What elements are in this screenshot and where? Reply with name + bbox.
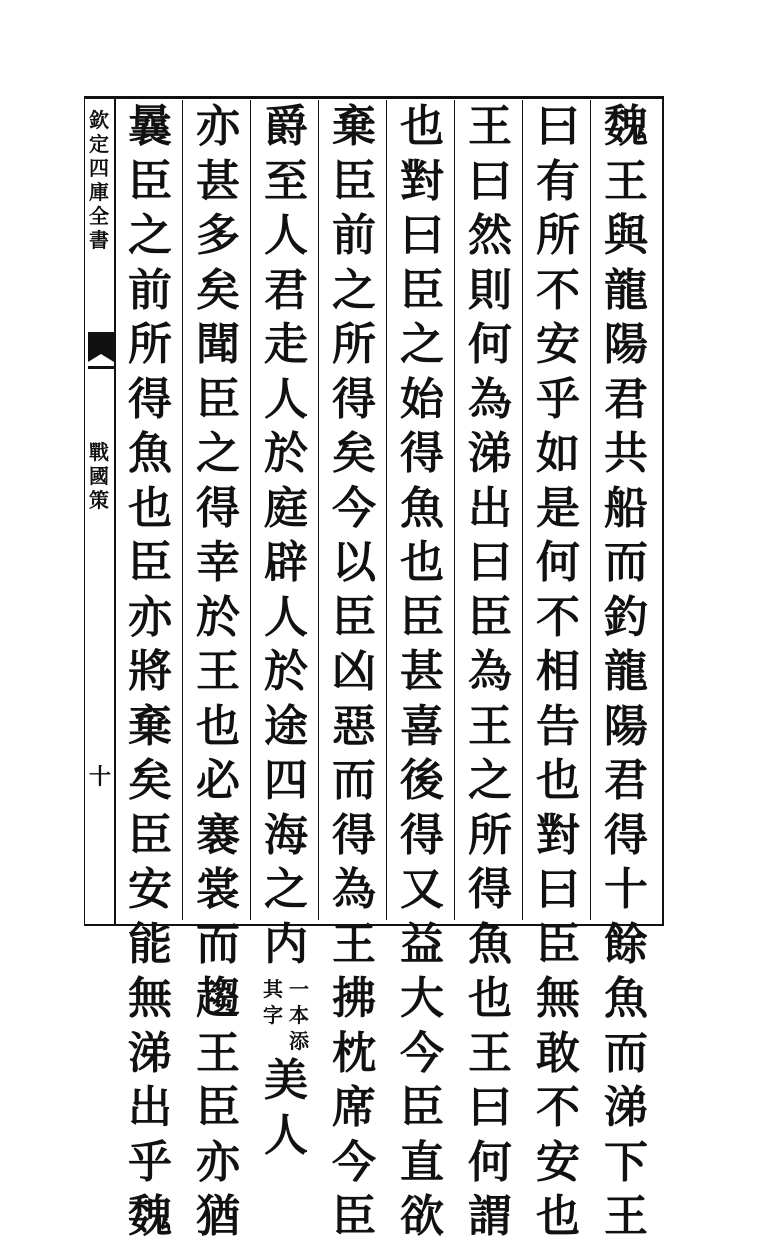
text-char: 至 (264, 155, 308, 207)
text-column-8 (122, 100, 178, 1242)
text-char: 得 (400, 428, 444, 479)
text-char: 涕 (128, 1027, 172, 1079)
text-char: 庭 (264, 482, 308, 534)
text-char: 敢 (536, 1027, 580, 1079)
text-char: 人 (264, 373, 308, 425)
text-char: 趨 (196, 973, 240, 1024)
text-char: 亦 (128, 591, 172, 643)
text-char: 人 (264, 591, 308, 643)
text-char: 始 (400, 373, 444, 425)
text-char: 君 (604, 373, 648, 425)
text-char: 將 (128, 646, 172, 697)
right-border (662, 96, 664, 926)
text-char: 臣 (128, 809, 172, 861)
margin-char: 定 (89, 132, 109, 156)
text-char: 得 (332, 809, 376, 861)
text-char: 曰 (536, 101, 580, 152)
text-char: 臣 (196, 1082, 240, 1133)
text-char: 也 (400, 101, 444, 152)
top-border (84, 96, 664, 99)
text-char: 甚 (400, 646, 444, 697)
text-char: 船 (604, 482, 648, 534)
text-char: 無 (536, 973, 580, 1024)
text-char: 告 (536, 700, 580, 752)
text-char: 爵 (264, 101, 308, 152)
text-char: 然 (468, 210, 512, 261)
text-char: 幸 (196, 537, 240, 588)
note-char: 字 (263, 1003, 283, 1027)
text-char: 又 (400, 864, 444, 915)
text-column-6 (258, 100, 314, 1161)
text-char: 出 (128, 1082, 172, 1133)
text-char: 釣 (604, 591, 648, 643)
text-char: 對 (536, 809, 580, 861)
text-char: 魏 (128, 1191, 172, 1242)
text-char: 於 (264, 646, 308, 697)
text-char: 美 (264, 1055, 308, 1106)
text-char: 君 (264, 264, 308, 316)
text-char: 得 (196, 482, 240, 534)
text-char: 乎 (128, 1136, 172, 1188)
text-char: 今 (332, 1136, 376, 1188)
text-column-3 (462, 100, 518, 1242)
text-char: 人 (264, 210, 308, 261)
text-char: 臣 (128, 537, 172, 588)
margin-strip (84, 100, 114, 920)
text-char: 而 (196, 918, 240, 970)
column-divider (182, 100, 183, 920)
text-char: 王 (196, 646, 240, 697)
text-char: 得 (468, 864, 512, 915)
text-char: 陽 (604, 700, 648, 752)
text-char: 所 (468, 809, 512, 861)
text-char: 無 (128, 973, 172, 1024)
column-divider (318, 100, 319, 920)
text-char: 而 (332, 755, 376, 806)
text-char: 所 (332, 319, 376, 370)
margin-char: 四 (89, 156, 109, 180)
text-char: 安 (128, 864, 172, 915)
text-char: 曩 (128, 101, 172, 152)
text-char: 臣 (468, 591, 512, 643)
text-char: 後 (400, 755, 444, 806)
text-char: 曰 (400, 210, 444, 261)
margin-book-title (84, 440, 114, 512)
text-char: 不 (536, 591, 580, 643)
text-char: 曰 (468, 1082, 512, 1133)
text-char: 甚 (196, 155, 240, 207)
text-char: 王 (196, 1027, 240, 1079)
text-char: 則 (468, 264, 512, 316)
text-char: 四 (264, 755, 308, 806)
text-char: 龍 (604, 264, 648, 316)
text-char: 王 (468, 1027, 512, 1079)
column-divider (590, 100, 591, 920)
text-char: 君 (604, 755, 648, 806)
text-char: 多 (196, 210, 240, 261)
column-divider (250, 100, 251, 920)
text-char: 有 (536, 155, 580, 207)
margin-char: 策 (89, 488, 109, 512)
text-char: 臣 (536, 918, 580, 970)
margin-char: 欽 (89, 108, 109, 132)
text-char: 内 (264, 918, 308, 970)
text-char: 所 (536, 210, 580, 261)
text-char: 之 (400, 319, 444, 370)
text-char: 得 (128, 373, 172, 425)
text-char: 魚 (128, 428, 172, 479)
text-char: 王 (604, 1191, 648, 1242)
note-char: 本 (289, 1003, 309, 1027)
text-char: 王 (468, 101, 512, 152)
text-char: 王 (604, 155, 648, 207)
text-char: 以 (332, 537, 376, 588)
text-char: 大 (400, 973, 444, 1024)
text-char: 能 (128, 918, 172, 970)
text-char: 十 (604, 864, 648, 915)
text-char: 臣 (400, 591, 444, 643)
text-char: 裳 (196, 864, 240, 915)
text-char: 何 (536, 537, 580, 588)
text-char: 聞 (196, 319, 240, 370)
text-char: 何 (468, 319, 512, 370)
text-char: 臣 (332, 591, 376, 643)
note-char: 添 (289, 1029, 309, 1053)
text-char: 出 (468, 482, 512, 534)
text-char: 海 (264, 809, 308, 861)
text-char: 矣 (332, 428, 376, 479)
text-char: 餘 (604, 918, 648, 970)
text-char: 猶 (196, 1191, 240, 1242)
text-char: 魚 (468, 918, 512, 970)
text-char: 途 (264, 700, 308, 752)
text-char: 之 (264, 864, 308, 915)
text-char: 臣 (128, 155, 172, 207)
margin-header (84, 108, 114, 252)
text-char: 棄 (332, 101, 376, 152)
text-char: 拂 (332, 973, 376, 1024)
text-char: 前 (128, 264, 172, 316)
text-char: 而 (604, 537, 648, 588)
text-char: 得 (400, 809, 444, 861)
text-char: 臣 (400, 1082, 444, 1133)
text-char: 曰 (468, 537, 512, 588)
text-char: 曰 (536, 864, 580, 915)
text-char: 所 (128, 319, 172, 370)
text-column-1 (598, 100, 654, 1242)
text-char: 安 (536, 319, 580, 370)
text-char: 亦 (196, 1136, 240, 1188)
text-char: 而 (604, 1027, 648, 1079)
note-char: 一 (289, 977, 309, 1001)
text-char: 於 (196, 591, 240, 643)
text-char: 前 (332, 210, 376, 261)
text-char: 下 (604, 1136, 648, 1188)
text-char: 臣 (400, 264, 444, 316)
text-char: 走 (264, 319, 308, 370)
text-char: 也 (536, 755, 580, 806)
text-char: 是 (536, 482, 580, 534)
column-divider (386, 100, 387, 920)
text-char: 凶 (332, 646, 376, 697)
text-column-7 (190, 100, 246, 1242)
fish-tail-mark (88, 332, 114, 372)
text-char: 曰 (468, 155, 512, 207)
text-char: 得 (332, 373, 376, 425)
text-char: 魚 (400, 482, 444, 534)
text-char: 得 (604, 809, 648, 861)
text-char: 涕 (468, 428, 512, 479)
margin-char: 庫 (89, 180, 109, 204)
text-char: 枕 (332, 1027, 376, 1079)
text-char: 臣 (332, 1191, 376, 1242)
text-char: 也 (400, 537, 444, 588)
text-char: 之 (468, 755, 512, 806)
text-char: 也 (536, 1191, 580, 1242)
page-number: 十 (88, 764, 111, 790)
text-char: 魚 (604, 973, 648, 1024)
margin-char: 書 (89, 228, 109, 252)
left-border (114, 96, 116, 926)
text-char: 不 (536, 1082, 580, 1133)
text-char: 今 (332, 482, 376, 534)
text-char: 之 (196, 428, 240, 479)
text-char: 為 (332, 864, 376, 915)
text-char: 王 (468, 700, 512, 752)
text-column-4 (394, 100, 450, 1242)
text-char: 人 (264, 1109, 308, 1161)
text-char: 也 (196, 700, 240, 752)
text-char: 為 (468, 373, 512, 425)
text-char: 惡 (332, 700, 376, 752)
column-divider (522, 100, 523, 920)
text-char: 王 (332, 918, 376, 970)
text-char: 與 (604, 210, 648, 261)
text-char: 龍 (604, 646, 648, 697)
text-char: 席 (332, 1082, 376, 1133)
text-char: 必 (196, 755, 240, 806)
text-char: 何 (468, 1136, 512, 1188)
text-char: 如 (536, 428, 580, 479)
text-column-5 (326, 100, 382, 1242)
column-divider (454, 100, 455, 920)
text-char: 褰 (196, 809, 240, 861)
margin-char: 全 (89, 204, 109, 228)
text-char: 也 (128, 482, 172, 534)
margin-char: 國 (89, 464, 109, 488)
text-char: 今 (400, 1027, 444, 1079)
margin-char: 戰 (89, 440, 109, 464)
text-char: 直 (400, 1136, 444, 1188)
text-char: 之 (128, 210, 172, 261)
text-char: 欲 (400, 1191, 444, 1242)
text-column-2 (530, 100, 586, 1242)
text-char: 喜 (400, 700, 444, 752)
text-char: 為 (468, 646, 512, 697)
text-char: 對 (400, 155, 444, 207)
text-char: 益 (400, 918, 444, 970)
text-char: 臣 (332, 155, 376, 207)
text-char: 亦 (196, 101, 240, 152)
text-char: 乎 (536, 373, 580, 425)
text-char: 共 (604, 428, 648, 479)
text-char: 矣 (196, 264, 240, 316)
text-char: 謂 (468, 1191, 512, 1242)
text-char: 相 (536, 646, 580, 697)
text-char: 於 (264, 428, 308, 479)
note-char: 其 (263, 977, 283, 1001)
inline-note (263, 976, 309, 1054)
text-char: 矣 (128, 755, 172, 806)
text-char: 涕 (604, 1082, 648, 1133)
text-char: 棄 (128, 700, 172, 752)
text-char: 不 (536, 264, 580, 316)
text-char: 辟 (264, 537, 308, 588)
text-char: 安 (536, 1136, 580, 1188)
text-char: 也 (468, 973, 512, 1024)
text-char: 陽 (604, 319, 648, 370)
text-char: 之 (332, 264, 376, 316)
text-char: 臣 (196, 373, 240, 425)
text-char: 魏 (604, 101, 648, 152)
